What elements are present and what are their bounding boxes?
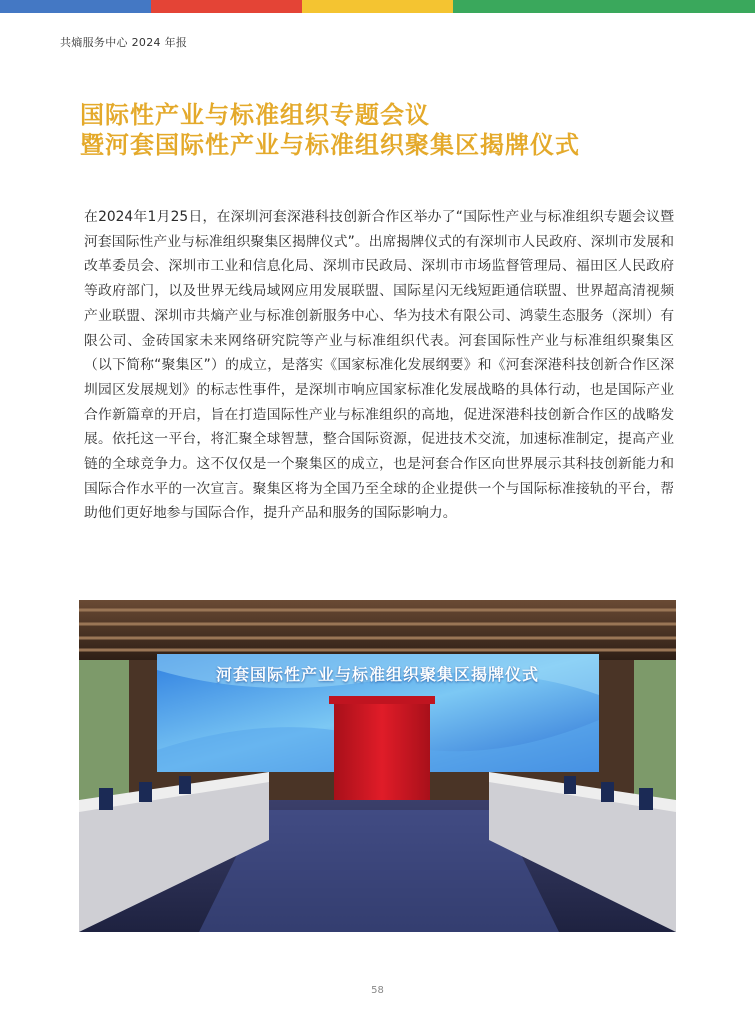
top-bar-yellow-segment [302,0,453,13]
top-bar-green-segment [453,0,604,13]
article-body: 在2024年1月25日，在深圳河套深港科技创新合作区举办了“国际性产业与标准组织专题会议暨河套国际性产业与标准组织聚集区揭牌仪式”。出席揭牌仪式的有深圳市人民政府、深圳市发展和改革委员会、深圳市工业和信息化局、深圳市民政局、深圳市市场监督管理局、福田区人民政府等政府部门，以及世界无线局域网应用发展联盟、国际星闪无线短距通信联盟、世界超高清视频产业联盟、深圳市共熵产业与标准创新服务中心、华为技术有限公司、鸿蒙生态服务（深圳）有限公司、金砖国家未来网络研究院等产业与标准组织代表。河套国际性产业与标准组织聚集区（以下简称“聚集区”）的成立，是落实《国家标准化发展纲要》和《河套深港科技创新合作区深圳园区发展规划》的标志性事件，是深圳市响应国家标准化发展战略的具体行动，也是国际产业合作新篇章的开启，旨在打造国际性产业与标准组织的高地，促进深港科技创新合作区的战略发展。依托这一平台，将汇聚全球智慧，整合国际资源，促进技术交流，加速标准制定，提高产业链的全球竞争力。这不仅仅是一个聚集区的成立，也是河套合作区向世界展示其科技创新能力和国际合作水平的一次宣言。聚集区将为全国乃至全球的企业提供一个与国际标准接轨的平台，帮助他们更好地参与国际合作，提升产品和服务的国际影响力。 [84,209,674,522]
running-header: 共熵服务中心 2024 年报 [60,36,188,49]
article-title-line-2: 暨河套国际性产业与标准组织聚集区揭牌仪式 [80,131,580,159]
top-bar-red-segment [151,0,302,13]
top-color-bar [0,0,755,13]
page-number: 58 [371,985,384,996]
event-photo [79,600,676,932]
stage-screen-caption: 河套国际性产业与标准组织聚集区揭牌仪式 [215,665,539,684]
article-title [80,100,700,160]
top-bar-blue-segment [0,0,151,13]
article-title-line-1: 国际性产业与标准组织专题会议 [80,101,430,129]
top-bar-green-segment-2 [604,0,755,13]
